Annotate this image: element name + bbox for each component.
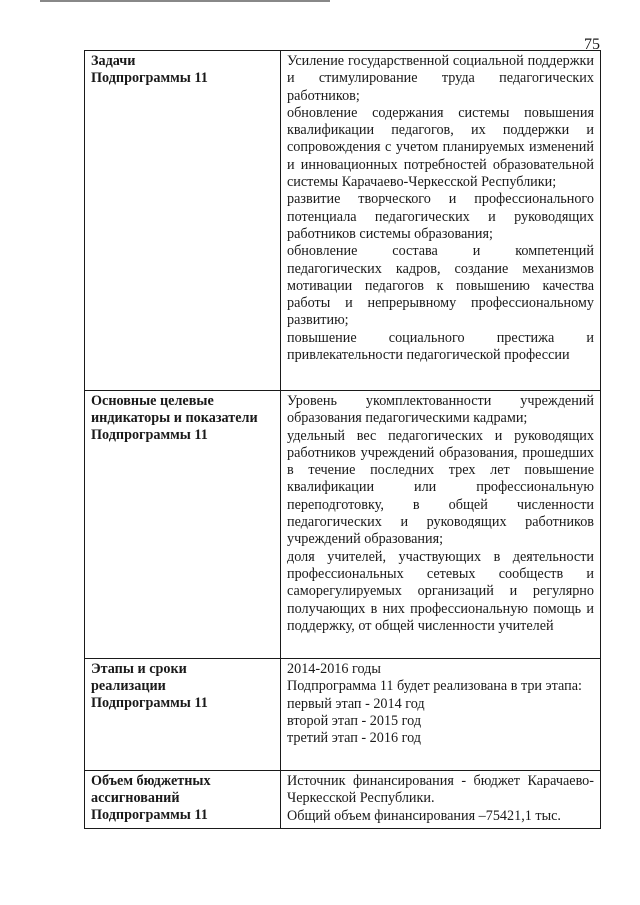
row-label-indicators: [85, 391, 281, 659]
task-paragraph: Усиление государственной социальной поддержки и стимулирование труда педагогических работников;: [287, 53, 594, 104]
budget-paragraph: Источник финансирования - бюджет Карачаево-Черкесской Республики.: [287, 773, 594, 807]
stage-paragraph: третий этап - 2016 год: [287, 730, 421, 747]
label-line: Подпрограммы 11: [91, 695, 208, 711]
task-paragraph: повышение социального престижа и привлекательности педагогической профессии: [287, 329, 594, 364]
label-line: Подпрограммы 11: [91, 807, 208, 823]
label-line: Объем бюджетных: [91, 773, 211, 789]
stage-paragraph: Подпрограмма 11 будет реализована в три этапа:: [287, 678, 582, 695]
table-row-budget: [85, 771, 601, 829]
subprogram-passport-table: [84, 50, 601, 829]
stage-paragraph: 2014-2016 годы: [287, 661, 381, 677]
indicator-paragraph: Уровень укомплектованности учреждений образования педагогическими кадрами;: [287, 393, 594, 427]
row-label-stages: [85, 659, 281, 771]
label-line: реализации: [91, 678, 166, 694]
page-number: 75: [584, 36, 600, 53]
label-line: индикаторы и показатели: [91, 410, 258, 426]
label-line: Подпрограммы 11: [91, 70, 208, 86]
task-paragraph: обновление содержания системы повышения квалификации педагогов, их поддержки и сопровождения с учетом планируемых изменений и инновационных потребностей образовательной системы Карачаево-Черкесской Республики;: [287, 104, 594, 191]
row-value-stages: [281, 659, 601, 771]
row-value-indicators: [281, 391, 601, 659]
indicator-paragraph: доля учителей, участвующих в деятельности профессиональных сетевых сообществ и саморегулируемых организаций и регулярно получающих в них профессиональную помощь и поддержку, от общей численности учителей: [287, 548, 594, 634]
stage-paragraph: первый этап - 2014 год: [287, 695, 425, 712]
top-rule: [40, 0, 330, 2]
row-value-budget: [281, 771, 601, 829]
label-line: Этапы и сроки: [91, 661, 187, 677]
budget-paragraph: Общий объем финансирования –75421,1 тыс.: [287, 807, 561, 824]
table-row-tasks: [85, 51, 601, 391]
table-row-stages: [85, 659, 601, 771]
task-paragraph: развитие творческого и профессионального потенциала педагогических и руководящих работников системы образования;: [287, 191, 594, 242]
stage-paragraph: второй этап - 2015 год: [287, 712, 422, 729]
task-paragraph: обновление состава и компетенций педагогических кадров, создание механизмов мотивации педагогов к повышению качества работы и непрерывному профессиональному развитию;: [287, 243, 594, 329]
label-line: ассигнований: [91, 790, 180, 806]
label-line: Основные целевые: [91, 393, 214, 409]
label-line: Подпрограммы 11: [91, 427, 208, 443]
table-row-indicators: [85, 391, 601, 659]
label-line: Задачи: [91, 53, 136, 69]
indicator-paragraph: удельный вес педагогических и руководящих работников учреждений образования, прошедших в течение последних трех лет повышение квалификации или профессиональную переподготовку, в общей численности педагогических и руководящих работников учреждений образования;: [287, 427, 594, 548]
row-label-tasks: [85, 51, 281, 391]
row-value-tasks: [281, 51, 601, 391]
row-label-budget: [85, 771, 281, 829]
